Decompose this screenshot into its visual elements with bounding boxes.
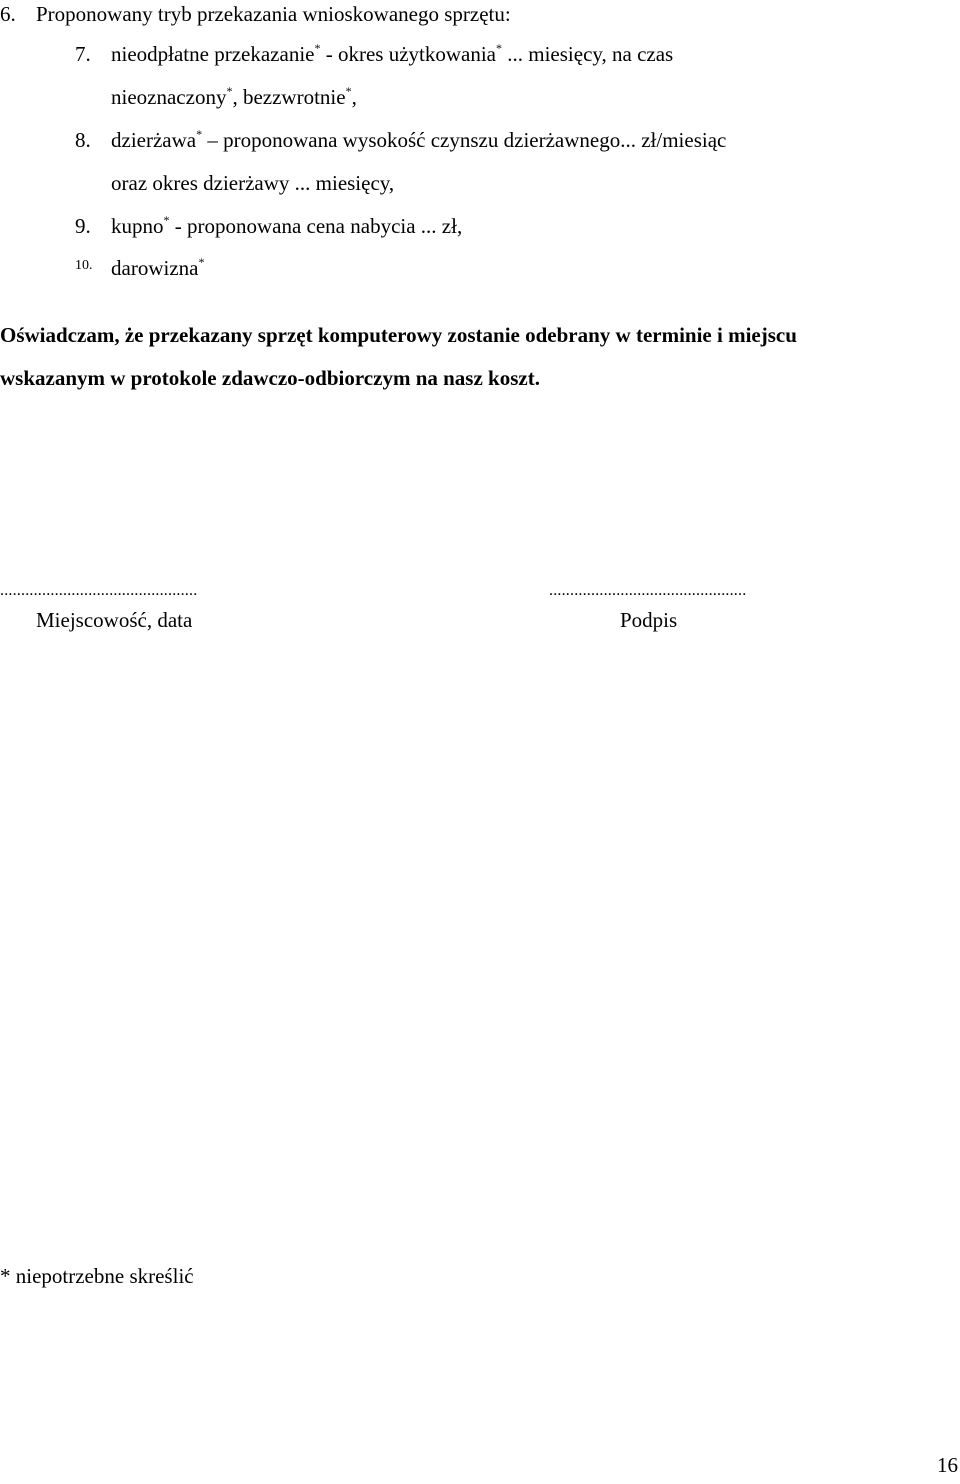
item-text: – proponowana wysokość czynszu dzierżawnego... zł/miesiąc — [202, 128, 727, 152]
list-item — [75, 127, 727, 152]
footnote-marker: * — [226, 84, 233, 98]
section-number: 6. — [0, 2, 16, 26]
item-number: 7. — [75, 42, 91, 66]
item-number: 10. — [75, 258, 93, 273]
item-text: , — [351, 85, 357, 109]
item-text: kupno — [111, 214, 164, 238]
footnote: * niepotrzebne skreślić — [0, 1264, 194, 1288]
signature-dots: ............................................... — [549, 582, 747, 599]
statement-line-2: wskazanym w protokole zdawczo-odbiorczym na nasz koszt. — [0, 366, 540, 390]
place-date-label: Miejscowość, data — [36, 608, 193, 632]
footnote-marker: * — [163, 213, 170, 227]
item-number: 8. — [75, 128, 91, 152]
item-number: 9. — [75, 214, 91, 238]
item-text: nieodpłatne przekazanie — [111, 42, 315, 66]
item-text: darowizna — [111, 256, 199, 280]
footnote-marker: * — [314, 41, 321, 55]
footnote-marker: * — [198, 255, 205, 269]
list-item — [75, 41, 674, 66]
list-item — [75, 213, 463, 238]
item-text: - proponowana cena nabycia ... zł, — [169, 214, 463, 238]
item-text: oraz okres dzierżawy ... miesięcy, — [111, 171, 395, 195]
item-text: dzierżawa — [111, 128, 197, 152]
list-item-continuation — [111, 173, 394, 194]
page-number: 16 — [937, 1453, 958, 1477]
footnote-marker: * — [345, 84, 352, 98]
item-text: - okres użytkowania — [320, 42, 496, 66]
list-item — [75, 255, 205, 280]
signature-label: Podpis — [620, 608, 678, 632]
footnote-marker: * — [496, 41, 502, 55]
item-text: , bezzwrotnie — [232, 85, 346, 109]
list-item-continuation — [111, 84, 357, 109]
section-heading — [0, 4, 511, 25]
item-text: nieoznaczony — [111, 85, 227, 109]
section-title: Proponowany tryb przekazania wnioskowanego sprzętu: — [36, 2, 511, 26]
place-date-dots: ............................................... — [0, 582, 198, 599]
footnote-marker: * — [196, 127, 203, 141]
item-text: ... miesięcy, na czas — [502, 42, 674, 66]
statement-line-1: Oświadczam, że przekazany sprzęt komputerowy zostanie odebrany w terminie i miejscu — [0, 323, 797, 347]
